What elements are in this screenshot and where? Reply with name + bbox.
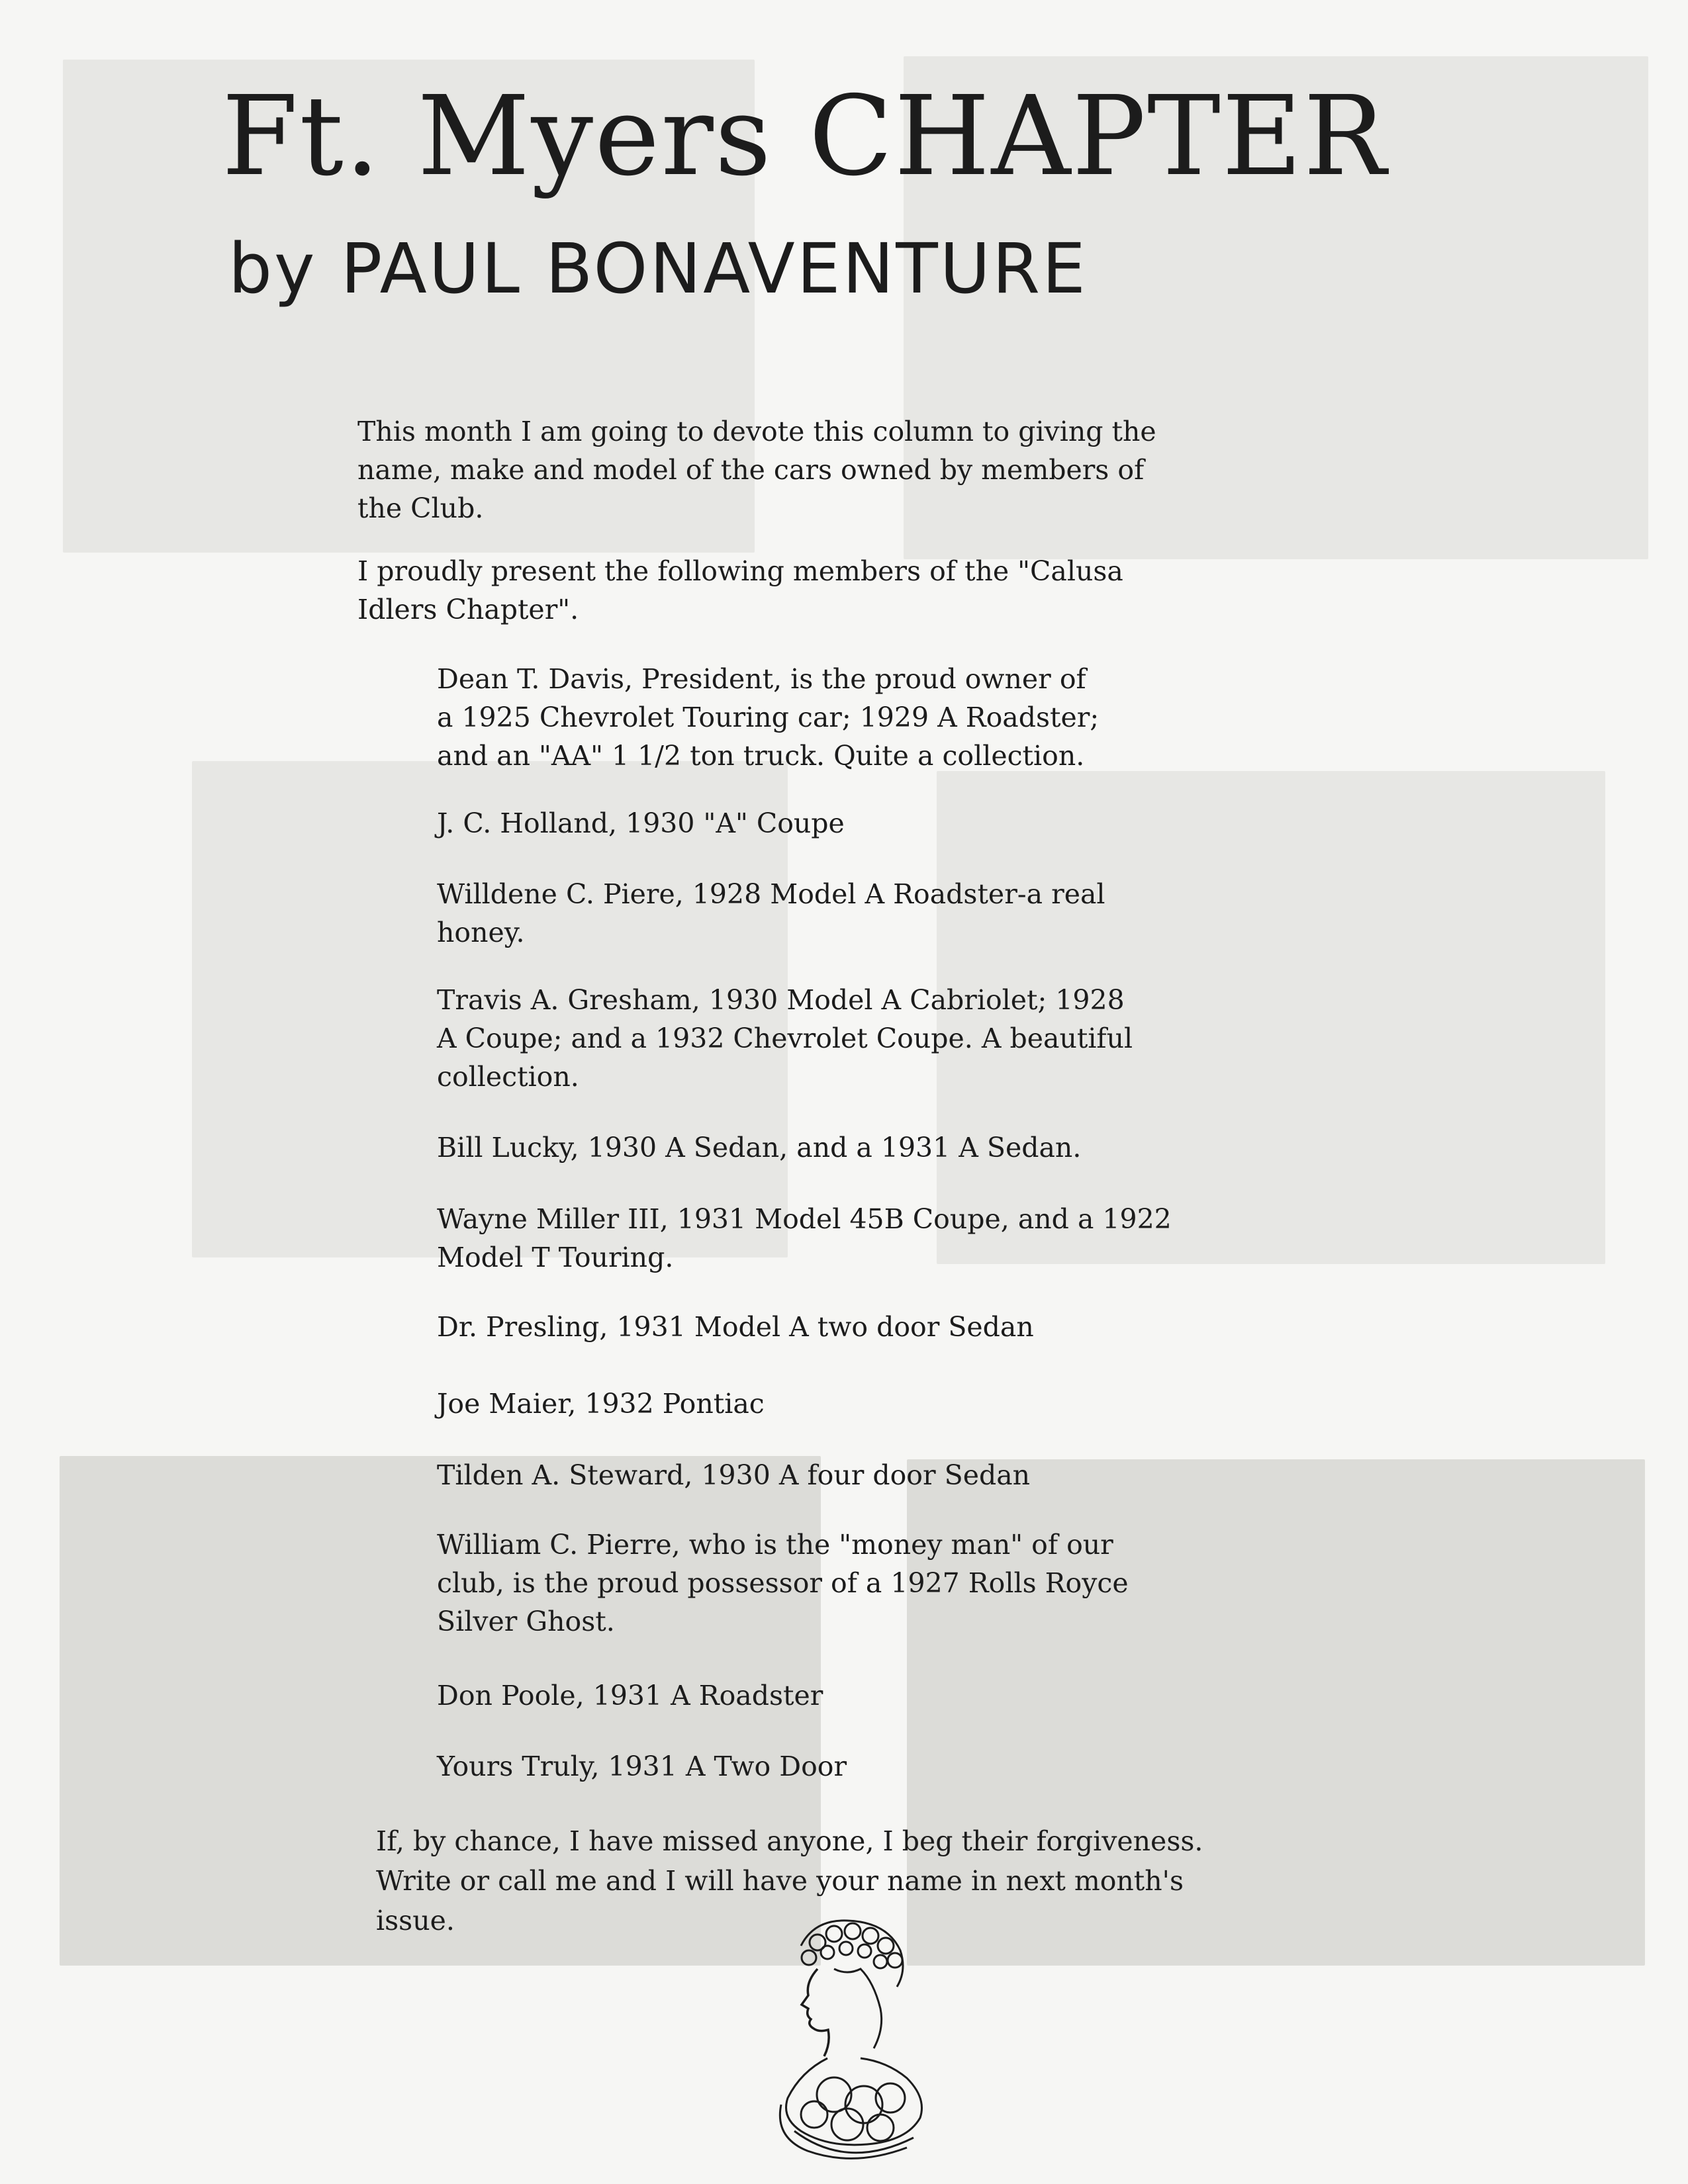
member-entry: Wayne Miller III, 1931 Model 45B Coupe, and a 1922 Model T Touring. <box>437 1203 1172 1273</box>
member-entry: Tilden A. Steward, 1930 A four door Sedan <box>437 1459 1031 1491</box>
intro-paragraph: This month I am going to devote this column to giving the name, make and model of the cars owned by members of the Club. <box>357 416 1156 524</box>
member-entry: Dr. Presling, 1931 Model A two door Sedan <box>437 1311 1034 1343</box>
author-byline: by PAUL BONAVENTURE <box>228 228 1088 309</box>
member-entry: Bill Lucky, 1930 A Sedan, and a 1931 A Sedan. <box>437 1132 1082 1163</box>
member-entry: J. C. Holland, 1930 "A" Coupe <box>437 807 845 839</box>
member-entry: Willdene C. Piere, 1928 Model A Roadster-a real honey. <box>437 878 1105 948</box>
member-entry: Joe Maier, 1932 Pontiac <box>437 1388 765 1420</box>
cameo-portrait-logo-icon <box>755 1906 953 2171</box>
member-entry: Yours Truly, 1931 A Two Door <box>437 1751 847 1782</box>
member-entry: Don Poole, 1931 A Roadster <box>437 1680 823 1711</box>
member-entry: Dean T. Davis, President, is the proud owner of a 1925 Chevrolet Touring car; 1929 A Roadster; and an "AA" 1 1/2 ton truck. Quite a collection. <box>437 663 1100 772</box>
closing-paragraph: If, by chance, I have missed anyone, I beg their forgiveness. Write or call me and I will have your name in next month's issue. <box>376 1825 1203 1936</box>
member-entry: William C. Pierre, who is the "money man" of our club, is the proud possessor of a 1927 Rolls Royce Silver Ghost. <box>437 1529 1129 1637</box>
present-paragraph: I proudly present the following members of the "Calusa Idlers Chapter". <box>357 555 1123 625</box>
page-title: Ft. Myers CHAPTER <box>222 73 1387 201</box>
member-entry: Travis A. Gresham, 1930 Model A Cabriolet; 1928 A Coupe; and a 1932 Chevrolet Coupe. A beautiful collection. <box>437 984 1133 1093</box>
